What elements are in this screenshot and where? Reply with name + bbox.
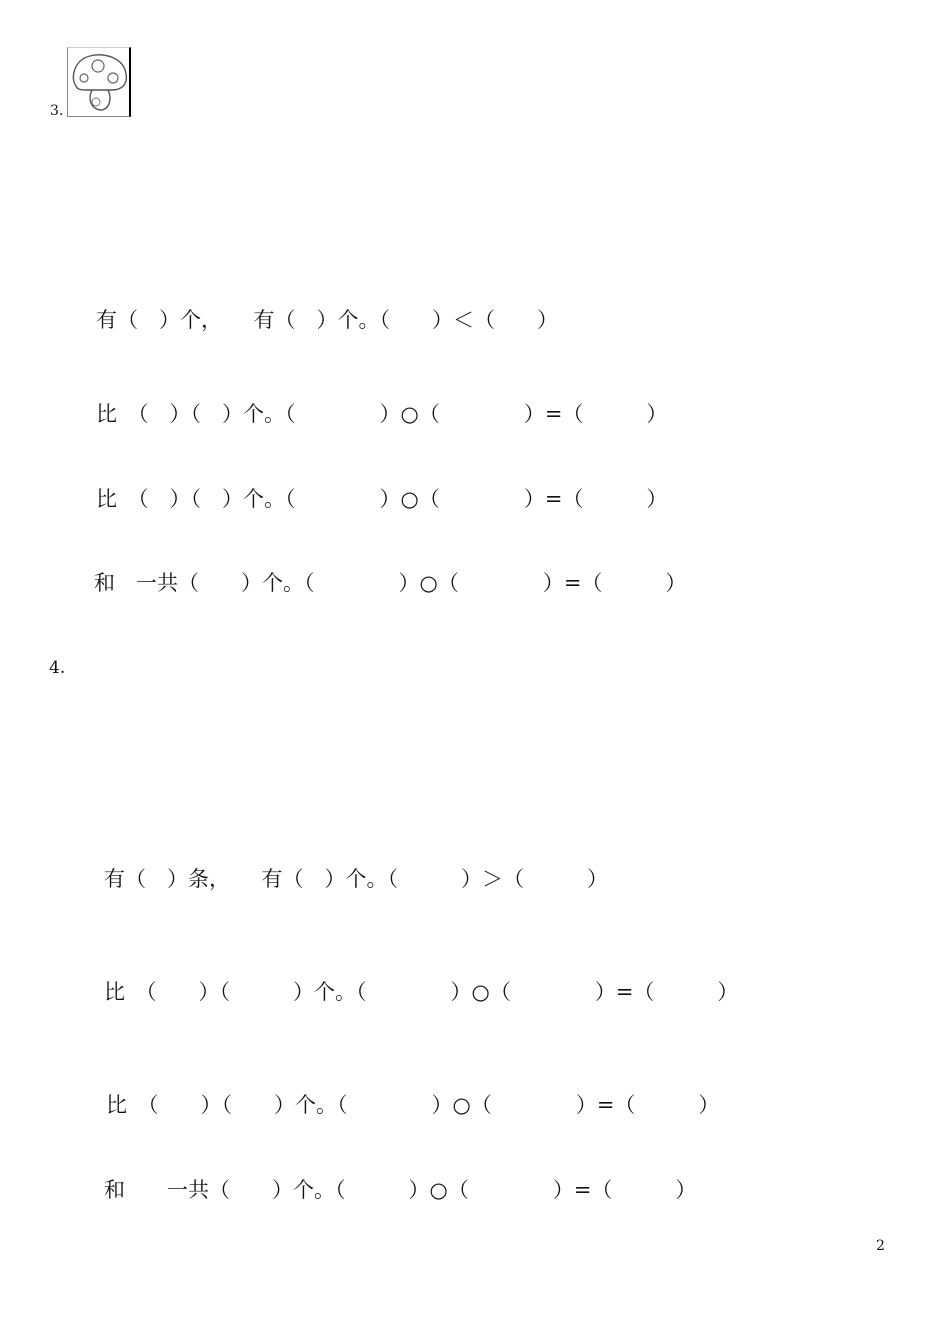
- mushroom-image: [67, 47, 131, 117]
- question-3-number: 3.: [50, 103, 64, 119]
- q3-line-1: 有（ ）个， 有（ ）个。（ ）＜（ ）: [96, 308, 558, 332]
- q3-line-2: 比 （ ）（ ）个。（ ）○（ ）=（ ）: [96, 402, 668, 426]
- mushroom-icon: [68, 48, 130, 116]
- q4-line-3: 比 （ ）（ ）个。（ ）○（ ）=（ ）: [106, 1093, 720, 1117]
- page-number: 2: [876, 1238, 885, 1254]
- q3-line-3: 比 （ ）（ ）个。（ ）○（ ）=（ ）: [96, 487, 668, 511]
- q4-line-1: 有（ ）条， 有（ ）个。（ ）＞（ ）: [104, 867, 608, 891]
- q3-line-4: 和 一共（ ）个。（ ）○（ ）=（ ）: [94, 571, 687, 595]
- q4-line-2: 比 （ ）（ ）个。（ ）○（ ）=（ ）: [104, 980, 739, 1004]
- q4-line-4: 和 一共（ ）个。（ ）○（ ）=（ ）: [104, 1178, 697, 1202]
- question-4-number: 4.: [49, 658, 66, 678]
